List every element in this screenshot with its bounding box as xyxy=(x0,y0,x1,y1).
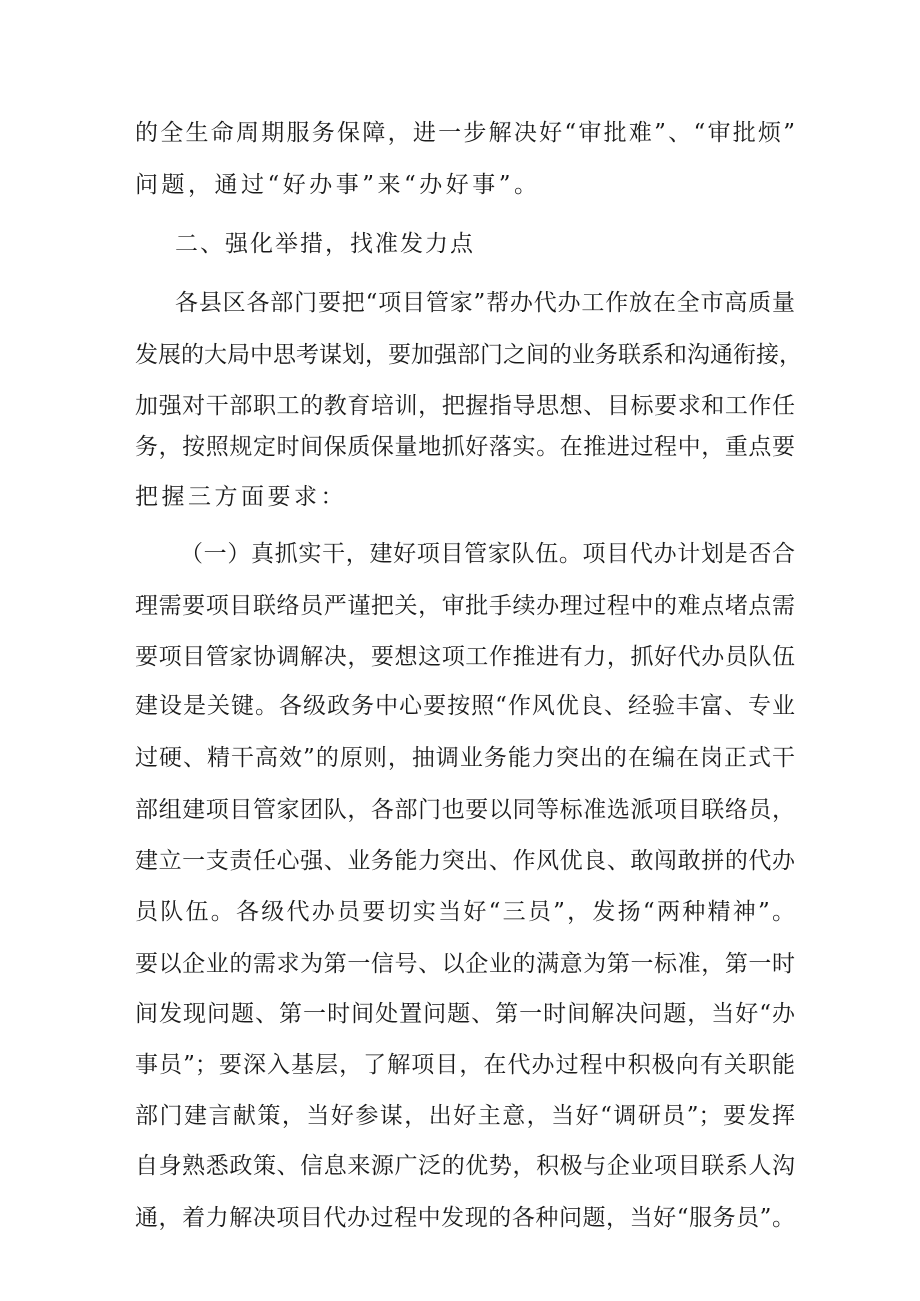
text-line: 间发现问题、第一时间处置问题、第一时间解决问题，当好“办 xyxy=(135,1001,795,1027)
text-line: 的全生命周期服务保障，进一步解决好“审批难”、“审批烦” xyxy=(135,120,795,146)
text-line: 建设是关键。各级政务中心要按照“作风优良、经验丰富、专业 xyxy=(135,693,795,719)
text-line: 加强对干部职工的教育培训，把握指导思想、目标要求和工作任 xyxy=(135,393,795,419)
text-line: 自身熟悉政策、信息来源广泛的优势，积极与企业项目联系人沟 xyxy=(135,1153,795,1179)
text-line: 各县区各部门要把“项目管家”帮办代办工作放在全市高质量 xyxy=(175,290,795,316)
text-line: 理需要项目联络员严谨把关，审批手续办理过程中的难点堵点需 xyxy=(135,593,795,619)
text-line: 问题，通过“好办事”来“办好事”。 xyxy=(135,172,541,198)
text-line: 员队伍。各级代办员要切实当好“三员”，发扬“两种精神”。 xyxy=(135,899,795,925)
text-line: 过硬、精干高效”的原则，抽调业务能力突出的在编在岗正式干 xyxy=(135,745,795,771)
text-line: 部组建项目管家团队，各部门也要以同等标准选派项目联络员， xyxy=(135,797,795,823)
section-heading: 二、强化举措，找准发力点 xyxy=(175,231,475,257)
text-line: 务，按照规定时间保质保量地抓好落实。在推进过程中，重点要 xyxy=(135,434,795,460)
text-line: 要以企业的需求为第一信号、以企业的满意为第一标准，第一时 xyxy=(135,951,795,977)
text-line: 通，着力解决项目代办过程中发现的各种问题，当好“服务员”。 xyxy=(135,1205,795,1231)
text-line: 建立一支责任心强、业务能力突出、作风优良、敢闯敢拼的代办 xyxy=(135,848,795,874)
text-line: 把握三方面要求： xyxy=(135,484,347,510)
text-line: 事员”；要深入基层，了解项目，在代办过程中积极向有关职能 xyxy=(135,1052,795,1078)
text-line: 发展的大局中思考谋划，要加强部门之间的业务联系和沟通衔接， xyxy=(135,342,802,368)
subsection-heading-line: （一）真抓实干，建好项目管家队伍。项目代办计划是否合 xyxy=(180,541,795,567)
text-line: 部门建言献策，当好参谋，出好主意，当好“调研员”；要发挥 xyxy=(135,1103,795,1129)
text-line: 要项目管家协调解决，要想这项工作推进有力，抓好代办员队伍 xyxy=(135,644,795,670)
